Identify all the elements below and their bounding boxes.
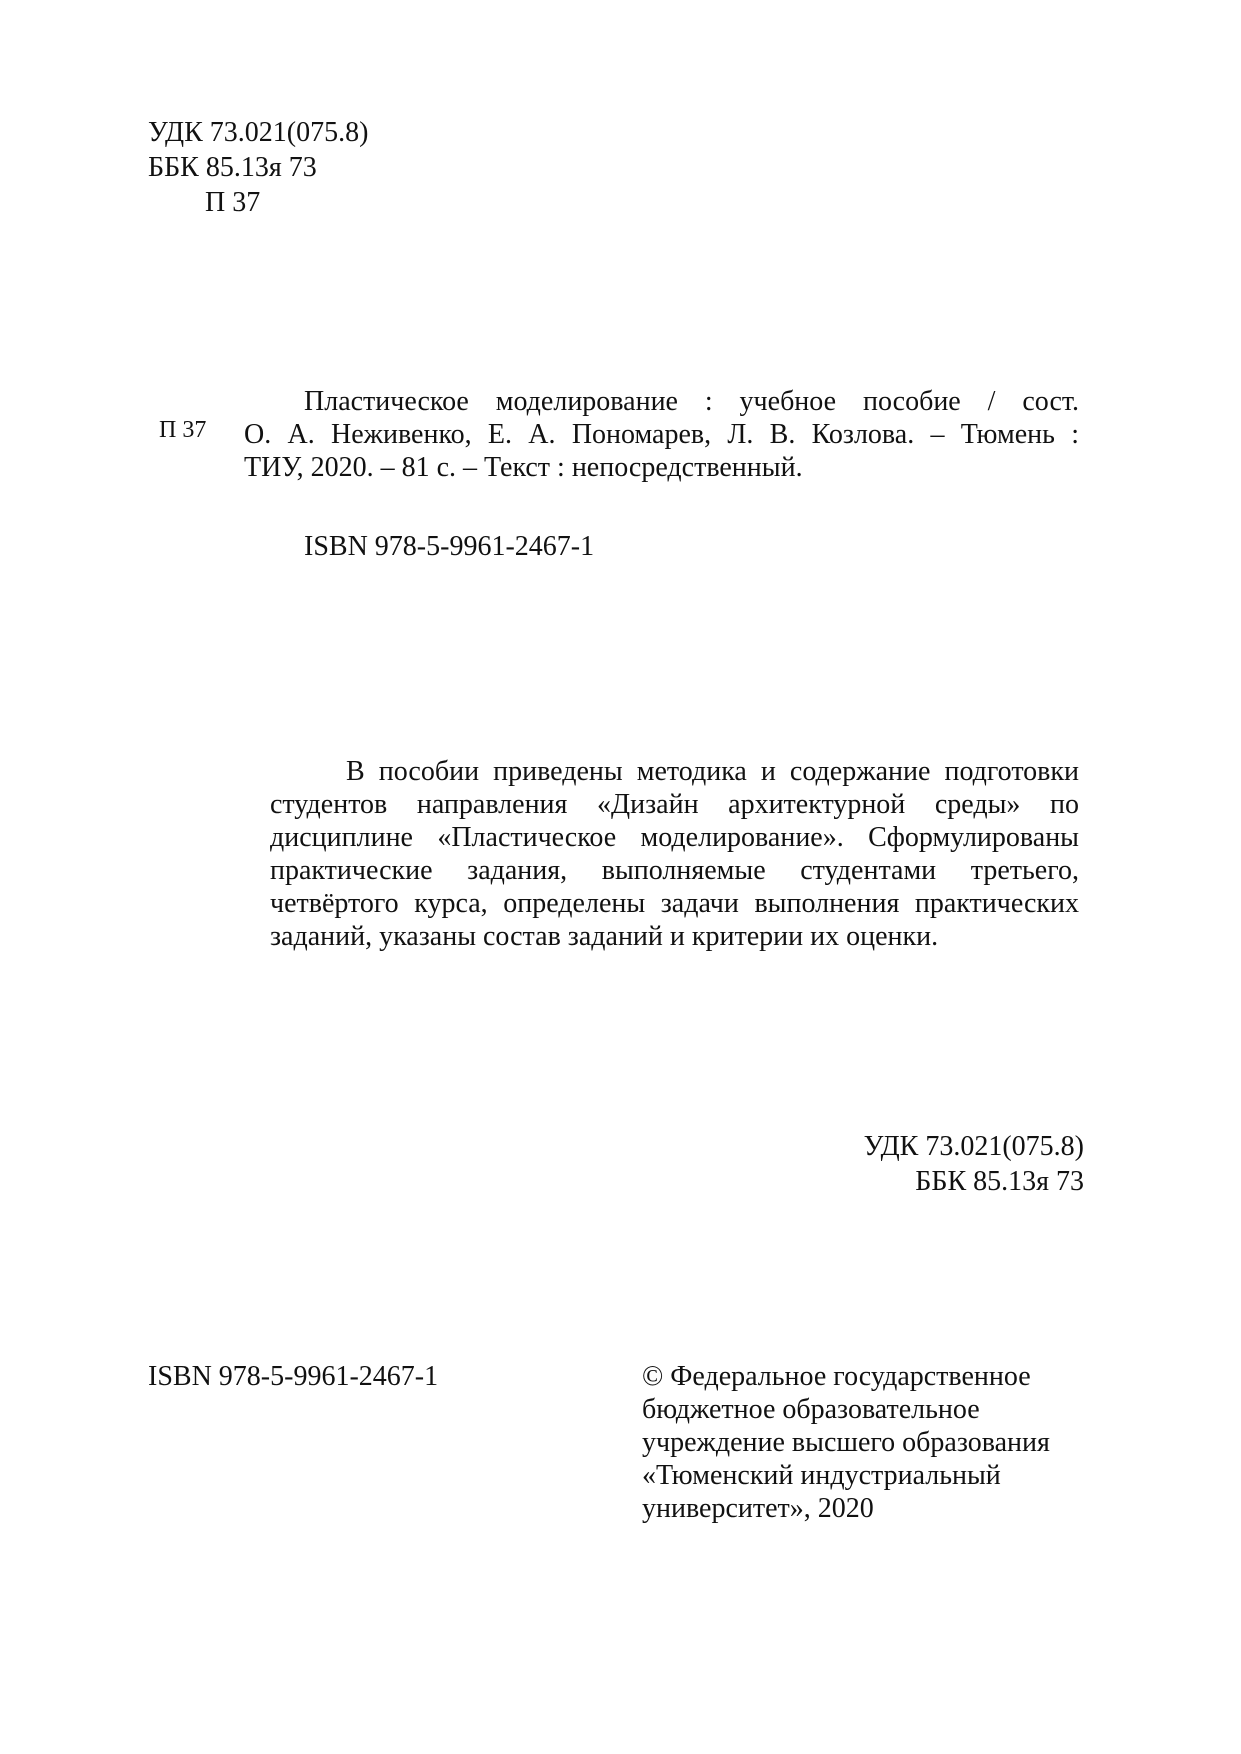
annotation-line-5: четвёртого курса, определены задачи выполнения практических	[270, 888, 1079, 919]
header-code: П 37	[205, 187, 261, 218]
footer-isbn: ISBN 978-5-9961-2467-1	[148, 1361, 439, 1392]
copyright-block	[642, 1360, 1050, 1525]
annotation-line-4: практические задания, выполняемые студентами третьего,	[270, 855, 1079, 886]
annotation	[270, 755, 1079, 953]
annotation-line-1: В пособии приведены методика и содержание подготовки	[346, 756, 1079, 787]
footer-bbk: ББК 85.13я 73	[915, 1166, 1084, 1197]
bibliographic-description	[244, 385, 1079, 484]
description-line-2: О. А. Неживенко, Е. А. Пономарев, Л. В. Козлова. – Тюмень :	[244, 419, 1079, 450]
copyright-line-3: учреждение высшего образования	[642, 1427, 1050, 1458]
copyright-line-4: «Тюменский индустриальный	[642, 1460, 1001, 1491]
record-isbn: ISBN 978-5-9961-2467-1	[304, 531, 595, 562]
annotation-line-6: заданий, указаны состав заданий и критерии их оценки.	[270, 921, 939, 952]
footer-udk: УДК 73.021(075.8)	[863, 1131, 1084, 1162]
annotation-line-2: студентов направления «Дизайн архитектурной среды» по	[270, 789, 1079, 820]
copyright-line-5: университет», 2020	[642, 1493, 874, 1524]
copyright-line-1: © Федеральное государственное	[642, 1361, 1031, 1392]
header-udk: УДК 73.021(075.8)	[148, 117, 369, 148]
description-line-1: Пластическое моделирование : учебное пособие / сост.	[304, 386, 1079, 417]
record-code-mark: П 37	[159, 417, 207, 443]
header-bbk: ББК 85.13я 73	[148, 152, 317, 183]
description-line-3: ТИУ, 2020. – 81 с. – Текст : непосредственный.	[244, 452, 803, 483]
annotation-line-3: дисциплине «Пластическое моделирование». Сформулированы	[270, 822, 1079, 853]
copyright-line-2: бюджетное образовательное	[642, 1394, 980, 1425]
